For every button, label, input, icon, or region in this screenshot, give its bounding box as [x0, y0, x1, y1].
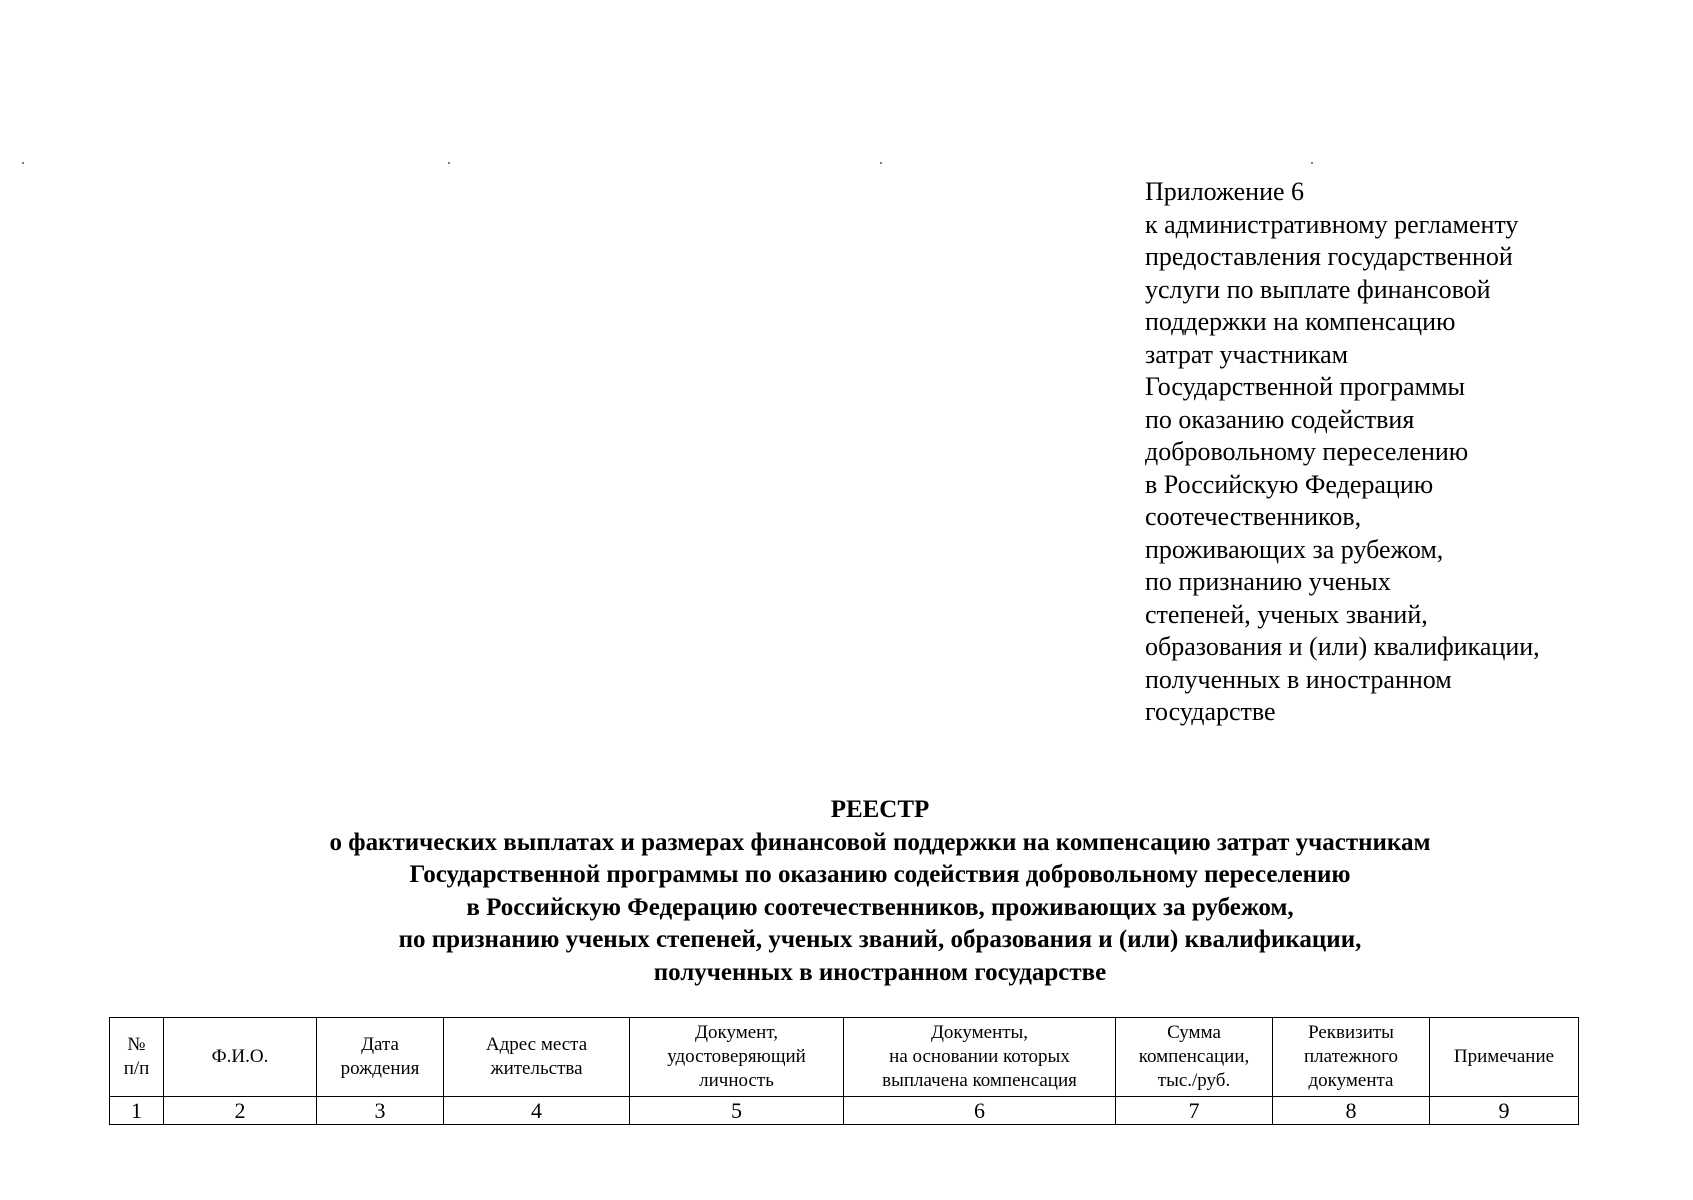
appendix-line: государстве: [1145, 697, 1276, 726]
appendix-line: соотечественников,: [1145, 502, 1362, 531]
registry-table: [109, 1017, 1579, 1125]
scan-dot: [1311, 162, 1313, 164]
column-number-cell: 9: [1430, 1097, 1579, 1125]
header-line: удостоверяющий: [667, 1046, 806, 1067]
header-line: Документ,: [695, 1022, 778, 1043]
appendix-line: услуги по выплате финансовой: [1145, 274, 1491, 304]
header-line: тыс./руб.: [1157, 1070, 1231, 1091]
registry-title-line: в Российскую Федерацию соотечественников, проживающих за рубежом,: [466, 893, 1294, 921]
column-number-cell: 7: [1116, 1097, 1273, 1125]
appendix-line: степеней, ученых званий,: [1145, 599, 1428, 629]
column-header-payment-details: [1273, 1018, 1430, 1097]
registry-title-line: полученных в иностранном государстве: [653, 958, 1107, 986]
header-line: Примечание: [1453, 1046, 1555, 1067]
appendix-line: затрат участникам: [1145, 339, 1349, 369]
column-number-cell: 2: [164, 1097, 317, 1125]
column-header-number: [110, 1018, 164, 1097]
column-header-note: [1430, 1018, 1579, 1097]
column-header-birth-date: [317, 1018, 444, 1097]
column-number-cell: 8: [1273, 1097, 1430, 1125]
scan-dot: [22, 162, 24, 164]
registry-title: [100, 794, 1660, 989]
appendix-line: предоставления государственной: [1145, 242, 1513, 271]
appendix-line: добровольному переселению: [1145, 437, 1469, 466]
scan-dot: [880, 162, 882, 164]
appendix-line: по признанию ученых: [1145, 567, 1391, 596]
header-line: компенсации,: [1138, 1046, 1250, 1067]
appendix-line: к административному регламенту: [1145, 209, 1519, 239]
column-header-compensation-amount: [1116, 1018, 1273, 1097]
header-line: на основании которых: [889, 1046, 1070, 1067]
column-number-cell: 3: [317, 1097, 444, 1125]
column-number-cell: 4: [444, 1097, 630, 1125]
column-header-basis-documents: [844, 1018, 1116, 1097]
header-line: №: [127, 1034, 146, 1055]
column-number-cell: 1: [110, 1097, 164, 1125]
column-header-identity-document: [630, 1018, 844, 1097]
appendix-line: по оказанию содействия: [1145, 404, 1415, 434]
header-line: выплачена компенсация: [882, 1070, 1077, 1091]
header-line: платежного: [1304, 1046, 1398, 1067]
header-line: п/п: [123, 1058, 150, 1079]
appendix-line: полученных в иностранном: [1145, 664, 1452, 694]
appendix-line: поддержки на компенсацию: [1145, 307, 1456, 336]
registry-title-line: о фактических выплатах и размерах финансовой поддержки на компенсацию затрат участникам: [329, 828, 1431, 856]
appendix-line: образования и (или) квалификации,: [1145, 632, 1540, 661]
appendix-line: в Российскую Федерацию: [1145, 469, 1434, 499]
header-line: Ф.И.О.: [211, 1046, 269, 1067]
column-header-address: [444, 1018, 630, 1097]
scan-dot: [448, 162, 450, 164]
table-header-row: [110, 1018, 1579, 1097]
appendix-line: Приложение 6: [1145, 177, 1305, 206]
appendix-note: [1145, 176, 1665, 729]
column-number-row: [110, 1097, 1579, 1125]
appendix-line: проживающих за рубежом,: [1145, 534, 1444, 564]
column-header-full-name: [164, 1018, 317, 1097]
registry-heading: РЕЕСТР: [830, 796, 930, 823]
column-number-cell: 5: [630, 1097, 844, 1125]
header-line: личность: [699, 1070, 774, 1091]
header-line: рождения: [340, 1058, 420, 1079]
header-line: Дата: [361, 1034, 399, 1055]
header-line: Сумма: [1167, 1022, 1221, 1043]
header-line: Адрес места: [485, 1034, 588, 1055]
registry-title-line: Государственной программы по оказанию содействия добровольному переселению: [409, 861, 1351, 888]
header-line: жительства: [490, 1058, 583, 1079]
header-line: документа: [1308, 1070, 1394, 1091]
registry-title-line: по признанию ученых степеней, ученых званий, образования и (или) квалификации,: [398, 926, 1362, 953]
column-number-cell: 6: [844, 1097, 1116, 1125]
appendix-line: Государственной программы: [1145, 372, 1466, 401]
header-line: Документы,: [930, 1022, 1029, 1043]
header-line: Реквизиты: [1308, 1022, 1394, 1043]
